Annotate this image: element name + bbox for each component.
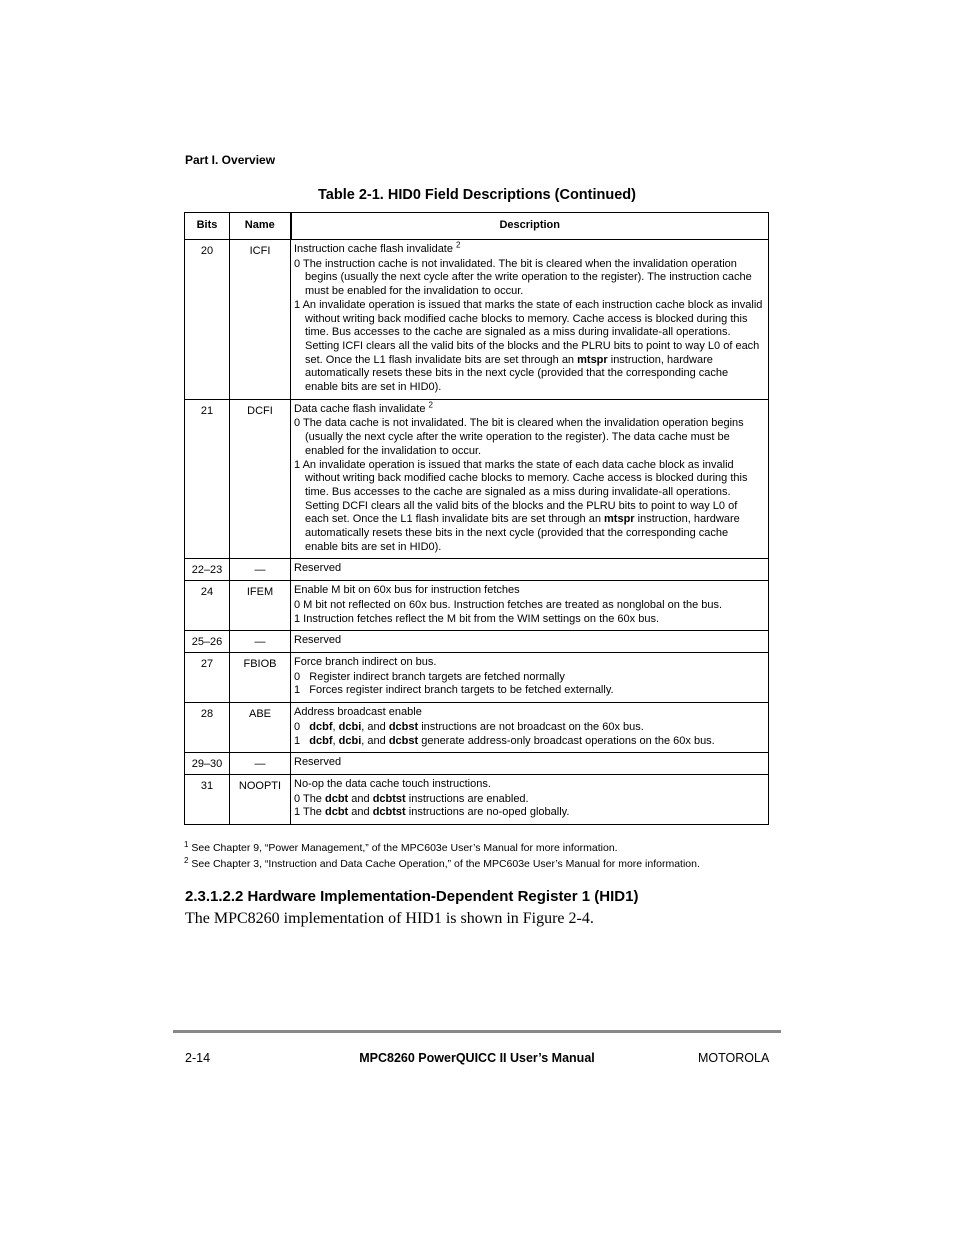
section-heading: 2.3.1.2.2 Hardware Implementation-Dependent Register 1 (HID1) [185, 888, 639, 905]
column-header-description: Description [291, 213, 769, 240]
cell-description: No-op the data cache touch instructions. 0 The dcbt and dcbtst instructions are enabled. 1 The dcbt and dcbtst instructions are no-oped globally. [291, 774, 769, 824]
cell-name: DCFI [230, 399, 291, 559]
table-row [185, 703, 769, 753]
table-row [185, 753, 769, 775]
table-title: Table 2-1. HID0 Field Descriptions (Continued) [318, 187, 636, 203]
cell-description: Reserved [291, 631, 769, 653]
footer-page-number: 2-14 [185, 1051, 211, 1065]
cell-description: Reserved [291, 753, 769, 775]
table-row [185, 559, 769, 581]
cell-description: Address broadcast enable 0 dcbf, dcbi, and dcbst instructions are not broadcast on the 60x bus. 1 dcbf, dcbi, and dcbst generate address-only broadcast operations on the 60x bus. [291, 703, 769, 753]
cell-bits: 31 [185, 774, 230, 824]
table-row [185, 399, 769, 559]
cell-name: — [230, 631, 291, 653]
column-header-bits: Bits [185, 213, 230, 240]
part-header: Part I. Overview [185, 153, 276, 167]
footer-manual-title: MPC8260 PowerQUICC II User’s Manual [359, 1051, 595, 1065]
cell-name: NOOPTI [230, 774, 291, 824]
section-paragraph: The MPC8260 implementation of HID1 is shown in Figure 2-4. [185, 910, 594, 927]
cell-description: Instruction cache flash invalidate $^2$ 0 The instruction cache is not invalidated. The bit is cleared when the invalidation operation begins (usually the next cycle after the write operation to the register). The instruction cache must be enabled for the invalidation to occur. 1 An invalidate operation is issued that marks the state of each instruction cache block as invalid without writing back modified cache blocks to memory. Cache access is blocked during this time. Bus accesses to the cache are signaled as a miss during invalidate-all operations. Setting ICFI clears all the valid bits of the blocks and the PLRU bits to point to way L0 of each set. Once the L1 flash invalidate bits are set through an mtspr instruction, hardware automatically resets these bits in the next cycle (provided that the corresponding cache enable bits are set in HID0). [291, 240, 769, 400]
table-row [185, 631, 769, 653]
cell-description: Reserved [291, 559, 769, 581]
cell-name: FBIOB [230, 652, 291, 702]
table-row [185, 774, 769, 824]
cell-name: ICFI [230, 240, 291, 400]
table-row [185, 652, 769, 702]
cell-bits: 24 [185, 581, 230, 631]
footnote-1: $^1$ See Chapter 9, “Power Management,” of the MPC603e User’s Manual for more information. [184, 840, 618, 854]
table-row [185, 240, 769, 400]
cell-bits: 22–23 [185, 559, 230, 581]
cell-bits: 27 [185, 652, 230, 702]
table-body [185, 240, 769, 825]
cell-description: Force branch indirect on bus. 0 Register indirect branch targets are fetched normally 1 Forces register indirect branch targets to be fetched externally. [291, 652, 769, 702]
cell-bits: 29–30 [185, 753, 230, 775]
cell-bits: 25–26 [185, 631, 230, 653]
cell-bits: 28 [185, 703, 230, 753]
hid0-field-table [184, 212, 769, 825]
table-header-row [185, 213, 769, 240]
footnote-2: $^2$ See Chapter 3, “Instruction and Data Cache Operation,” of the MPC603e User’s Manual for more information. [184, 856, 700, 870]
cell-description: Enable M bit on 60x bus for instruction fetches 0 M bit not reflected on 60x bus. Instruction fetches are treated as nonglobal on the bus. 1 Instruction fetches reflect the M bit from the WIM settings on the 60x bus. [291, 581, 769, 631]
cell-name: ABE [230, 703, 291, 753]
cell-bits: 20 [185, 240, 230, 400]
cell-name: — [230, 559, 291, 581]
footer-rule [173, 1030, 781, 1033]
footer-company: MOTOROLA [698, 1051, 770, 1065]
cell-bits: 21 [185, 399, 230, 559]
cell-description: Data cache flash invalidate $^2$ 0 The data cache is not invalidated. The bit is cleared when the invalidation operation begins (usually the next cycle after the write operation to the register). The data cache must be enabled for the invalidation to occur. 1 An invalidate operation is issued that marks the state of each data cache block as invalid without writing back modified cache blocks to memory. Cache access is blocked during this time. Bus accesses to the cache are signaled as a miss during invalidate-all operations. Setting DCFI clears all the valid bits of the blocks and the PLRU bits to point to way L0 of each set. Once the L1 flash invalidate bits are set through an mtspr instruction, hardware automatically resets these bits in the next cycle (provided that the corresponding cache enable bits are set in HID0). [291, 399, 769, 559]
cell-name: — [230, 753, 291, 775]
column-header-name: Name [230, 213, 291, 240]
cell-name: IFEM [230, 581, 291, 631]
table-row [185, 581, 769, 631]
